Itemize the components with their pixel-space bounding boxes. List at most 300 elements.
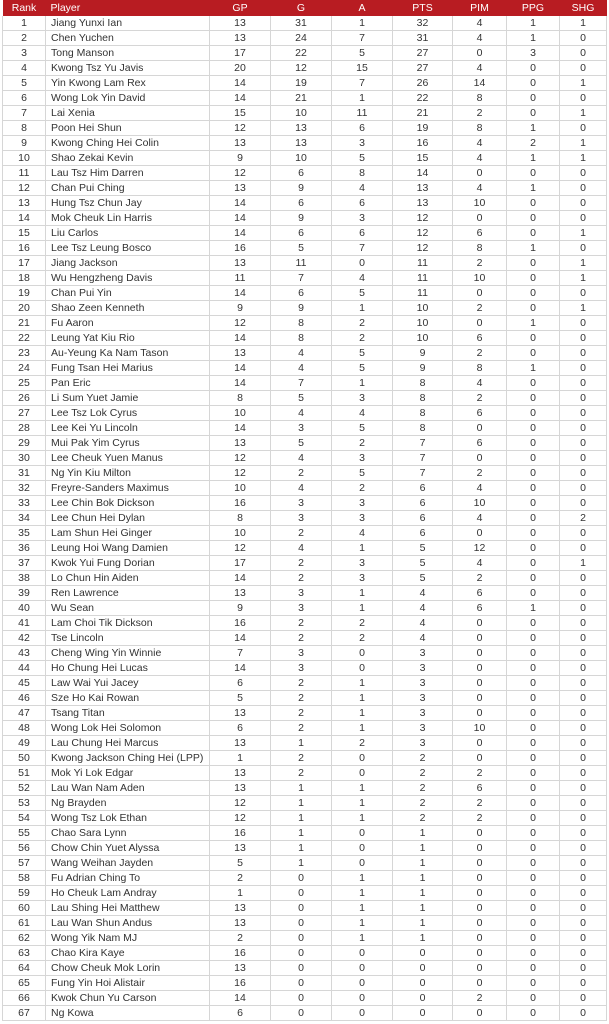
gp-cell: 16 <box>210 946 271 961</box>
assists-cell: 1 <box>332 16 393 31</box>
table-row <box>3 226 607 241</box>
shg-cell: 0 <box>560 391 607 406</box>
gp-cell: 12 <box>210 121 271 136</box>
player-name-cell[interactable]: Kwong Ching Hei Colin <box>46 136 210 151</box>
player-name-cell[interactable]: Chao Kira Kaye <box>46 946 210 961</box>
pim-cell: 0 <box>453 931 507 946</box>
points-cell: 5 <box>393 571 453 586</box>
table-row <box>3 46 607 61</box>
points-cell: 1 <box>393 871 453 886</box>
player-name-cell[interactable]: Ren Lawrence <box>46 586 210 601</box>
ppg-cell: 0 <box>507 736 560 751</box>
player-name-cell[interactable]: Leung Hoi Wang Damien <box>46 541 210 556</box>
assists-cell: 0 <box>332 766 393 781</box>
player-name-cell[interactable]: Fu Aaron <box>46 316 210 331</box>
goals-cell: 2 <box>271 616 332 631</box>
player-name-cell[interactable]: Lau Wan Nam Aden <box>46 781 210 796</box>
column-header-g[interactable]: G <box>271 0 332 16</box>
assists-cell: 11 <box>332 106 393 121</box>
table-row <box>3 511 607 526</box>
assists-cell: 1 <box>332 91 393 106</box>
ppg-cell: 3 <box>507 46 560 61</box>
ppg-cell: 0 <box>507 541 560 556</box>
points-cell: 22 <box>393 91 453 106</box>
shg-cell: 0 <box>560 931 607 946</box>
player-name-cell[interactable]: Lee Tsz Lok Cyrus <box>46 406 210 421</box>
column-header-a[interactable]: A <box>332 0 393 16</box>
player-name-cell[interactable]: Cheng Wing Yin Winnie <box>46 646 210 661</box>
rank-cell: 4 <box>3 61 46 76</box>
player-name-cell[interactable]: Liu Carlos <box>46 226 210 241</box>
points-cell: 11 <box>393 256 453 271</box>
pim-cell: 4 <box>453 556 507 571</box>
shg-cell: 0 <box>560 1006 607 1021</box>
ppg-cell: 0 <box>507 976 560 991</box>
player-name-cell[interactable]: Lee Cheuk Yuen Manus <box>46 451 210 466</box>
player-name-cell[interactable]: Lee Chin Bok Dickson <box>46 496 210 511</box>
goals-cell: 5 <box>271 391 332 406</box>
goals-cell: 6 <box>271 166 332 181</box>
shg-cell: 1 <box>560 151 607 166</box>
player-name-cell[interactable]: Mok Yi Lok Edgar <box>46 766 210 781</box>
gp-cell: 13 <box>210 916 271 931</box>
table-row <box>3 106 607 121</box>
shg-cell: 0 <box>560 46 607 61</box>
points-cell: 6 <box>393 526 453 541</box>
pim-cell: 4 <box>453 61 507 76</box>
ppg-cell: 0 <box>507 61 560 76</box>
table-row <box>3 796 607 811</box>
gp-cell: 20 <box>210 61 271 76</box>
points-cell: 0 <box>393 946 453 961</box>
table-row <box>3 121 607 136</box>
rank-cell: 65 <box>3 976 46 991</box>
pim-cell: 0 <box>453 631 507 646</box>
player-name-cell[interactable]: Chow Chin Yuet Alyssa <box>46 841 210 856</box>
rank-cell: 10 <box>3 151 46 166</box>
goals-cell: 2 <box>271 751 332 766</box>
points-cell: 10 <box>393 301 453 316</box>
points-cell: 7 <box>393 436 453 451</box>
player-name-cell[interactable]: Fung Yin Hoi Alistair <box>46 976 210 991</box>
player-name-cell[interactable]: Ng Brayden <box>46 796 210 811</box>
points-cell: 13 <box>393 181 453 196</box>
table-row <box>3 361 607 376</box>
points-cell: 0 <box>393 991 453 1006</box>
pim-cell: 6 <box>453 601 507 616</box>
points-cell: 4 <box>393 601 453 616</box>
table-row <box>3 151 607 166</box>
player-name-cell[interactable]: Tse Lincoln <box>46 631 210 646</box>
column-header-gp[interactable]: GP <box>210 0 271 16</box>
player-name-cell[interactable]: Sze Ho Kai Rowan <box>46 691 210 706</box>
assists-cell: 1 <box>332 796 393 811</box>
player-name-cell[interactable]: Lau Chung Hei Marcus <box>46 736 210 751</box>
goals-cell: 31 <box>271 16 332 31</box>
player-name-cell[interactable]: Jiang Yunxi Ian <box>46 16 210 31</box>
shg-cell: 0 <box>560 886 607 901</box>
player-name-cell[interactable]: Lai Xenia <box>46 106 210 121</box>
pim-cell: 4 <box>453 31 507 46</box>
rank-cell: 2 <box>3 31 46 46</box>
table-row <box>3 871 607 886</box>
player-name-cell[interactable]: Yin Kwong Lam Rex <box>46 76 210 91</box>
assists-cell: 1 <box>332 931 393 946</box>
player-name-cell[interactable]: Pan Eric <box>46 376 210 391</box>
shg-cell: 0 <box>560 826 607 841</box>
table-row <box>3 301 607 316</box>
ppg-cell: 1 <box>507 361 560 376</box>
assists-cell: 1 <box>332 376 393 391</box>
player-name-cell[interactable]: Lau Shing Hei Matthew <box>46 901 210 916</box>
gp-cell: 13 <box>210 181 271 196</box>
gp-cell: 13 <box>210 736 271 751</box>
rank-cell: 26 <box>3 391 46 406</box>
assists-cell: 1 <box>332 916 393 931</box>
points-cell: 9 <box>393 346 453 361</box>
assists-cell: 0 <box>332 661 393 676</box>
gp-cell: 13 <box>210 841 271 856</box>
gp-cell: 14 <box>210 76 271 91</box>
gp-cell: 13 <box>210 586 271 601</box>
ppg-cell: 0 <box>507 781 560 796</box>
goals-cell: 13 <box>271 136 332 151</box>
shg-cell: 0 <box>560 331 607 346</box>
player-name-cell[interactable]: Poon Hei Shun <box>46 121 210 136</box>
rank-cell: 38 <box>3 571 46 586</box>
rank-cell: 3 <box>3 46 46 61</box>
goals-cell: 4 <box>271 406 332 421</box>
assists-cell: 1 <box>332 871 393 886</box>
table-row <box>3 436 607 451</box>
ppg-cell: 0 <box>507 616 560 631</box>
pim-cell: 10 <box>453 196 507 211</box>
gp-cell: 14 <box>210 631 271 646</box>
player-name-cell[interactable]: Tsang Titan <box>46 706 210 721</box>
shg-cell: 0 <box>560 346 607 361</box>
player-name-cell[interactable]: Lee Chun Hei Dylan <box>46 511 210 526</box>
player-name-cell[interactable]: Kwong Tsz Yu Javis <box>46 61 210 76</box>
goals-cell: 0 <box>271 946 332 961</box>
assists-cell: 3 <box>332 391 393 406</box>
pim-cell: 0 <box>453 841 507 856</box>
player-name-cell[interactable]: Wang Weihan Jayden <box>46 856 210 871</box>
ppg-cell: 0 <box>507 571 560 586</box>
gp-cell: 14 <box>210 991 271 1006</box>
goals-cell: 12 <box>271 61 332 76</box>
player-name-cell[interactable]: Fung Tsan Hei Marius <box>46 361 210 376</box>
assists-cell: 0 <box>332 1006 393 1021</box>
assists-cell: 1 <box>332 691 393 706</box>
player-name-cell[interactable]: Tong Manson <box>46 46 210 61</box>
assists-cell: 0 <box>332 841 393 856</box>
assists-cell: 2 <box>332 481 393 496</box>
player-name-cell[interactable]: Lau Wan Shun Andus <box>46 916 210 931</box>
player-name-cell[interactable]: Kwok Yui Fung Dorian <box>46 556 210 571</box>
pim-cell: 0 <box>453 751 507 766</box>
goals-cell: 1 <box>271 781 332 796</box>
player-name-cell[interactable]: Wong Yik Nam MJ <box>46 931 210 946</box>
column-header-pim[interactable]: PIM <box>453 0 507 16</box>
assists-cell: 15 <box>332 61 393 76</box>
rank-cell: 51 <box>3 766 46 781</box>
assists-cell: 1 <box>332 886 393 901</box>
rank-cell: 14 <box>3 211 46 226</box>
shg-cell: 0 <box>560 406 607 421</box>
column-header-ppg[interactable]: PPG <box>507 0 560 16</box>
shg-cell: 0 <box>560 916 607 931</box>
points-cell: 27 <box>393 46 453 61</box>
ppg-cell: 1 <box>507 16 560 31</box>
player-name-cell[interactable]: Chan Pui Ching <box>46 181 210 196</box>
player-name-cell[interactable]: Lo Chun Hin Aiden <box>46 571 210 586</box>
goals-cell: 0 <box>271 976 332 991</box>
player-name-cell[interactable]: Chao Sara Lynn <box>46 826 210 841</box>
goals-cell: 2 <box>271 466 332 481</box>
points-cell: 1 <box>393 886 453 901</box>
shg-cell: 0 <box>560 736 607 751</box>
gp-cell: 13 <box>210 346 271 361</box>
column-header-pts[interactable]: PTS <box>393 0 453 16</box>
player-name-cell[interactable]: Ng Kowa <box>46 1006 210 1021</box>
player-name-cell[interactable]: Wong Lok Yin David <box>46 91 210 106</box>
points-cell: 32 <box>393 16 453 31</box>
pim-cell: 2 <box>453 811 507 826</box>
gp-cell: 14 <box>210 211 271 226</box>
gp-cell: 10 <box>210 526 271 541</box>
player-name-cell[interactable]: Ho Chung Hei Lucas <box>46 661 210 676</box>
assists-cell: 6 <box>332 196 393 211</box>
player-name-cell[interactable]: Chan Pui Yin <box>46 286 210 301</box>
goals-cell: 5 <box>271 241 332 256</box>
shg-cell: 0 <box>560 541 607 556</box>
pim-cell: 0 <box>453 871 507 886</box>
assists-cell: 1 <box>332 541 393 556</box>
points-cell: 3 <box>393 691 453 706</box>
ppg-cell: 0 <box>507 76 560 91</box>
goals-cell: 1 <box>271 826 332 841</box>
table-row <box>3 841 607 856</box>
ppg-cell: 0 <box>507 631 560 646</box>
player-name-cell[interactable]: Mok Cheuk Lin Harris <box>46 211 210 226</box>
player-name-cell[interactable]: Ho Cheuk Lam Andray <box>46 886 210 901</box>
rank-cell: 36 <box>3 541 46 556</box>
ppg-cell: 0 <box>507 841 560 856</box>
gp-cell: 14 <box>210 91 271 106</box>
rank-cell: 67 <box>3 1006 46 1021</box>
points-cell: 4 <box>393 586 453 601</box>
table-row <box>3 901 607 916</box>
points-cell: 5 <box>393 541 453 556</box>
rank-cell: 7 <box>3 106 46 121</box>
goals-cell: 3 <box>271 496 332 511</box>
pim-cell: 0 <box>453 901 507 916</box>
pim-cell: 2 <box>453 766 507 781</box>
table-row <box>3 691 607 706</box>
player-name-cell[interactable]: Wong Tsz Lok Ethan <box>46 811 210 826</box>
table-row <box>3 541 607 556</box>
pim-cell: 0 <box>453 946 507 961</box>
gp-cell: 14 <box>210 661 271 676</box>
rank-cell: 18 <box>3 271 46 286</box>
table-row <box>3 241 607 256</box>
shg-cell: 0 <box>560 166 607 181</box>
points-cell: 14 <box>393 166 453 181</box>
gp-cell: 16 <box>210 616 271 631</box>
assists-cell: 0 <box>332 991 393 1006</box>
gp-cell: 13 <box>210 901 271 916</box>
player-name-cell[interactable]: Wu Hengzheng Davis <box>46 271 210 286</box>
ppg-cell: 0 <box>507 496 560 511</box>
player-name-cell[interactable]: Jiang Jackson <box>46 256 210 271</box>
gp-cell: 14 <box>210 571 271 586</box>
player-name-cell[interactable]: Mui Pak Yim Cyrus <box>46 436 210 451</box>
player-name-cell[interactable]: Law Wai Yui Jacey <box>46 676 210 691</box>
ppg-cell: 0 <box>507 256 560 271</box>
pim-cell: 2 <box>453 466 507 481</box>
ppg-cell: 0 <box>507 826 560 841</box>
points-cell: 21 <box>393 106 453 121</box>
shg-cell: 0 <box>560 361 607 376</box>
table-row <box>3 556 607 571</box>
player-name-cell[interactable]: Li Sum Yuet Jamie <box>46 391 210 406</box>
table-row <box>3 646 607 661</box>
goals-cell: 3 <box>271 511 332 526</box>
gp-cell: 13 <box>210 31 271 46</box>
gp-cell: 1 <box>210 886 271 901</box>
assists-cell: 3 <box>332 571 393 586</box>
player-name-cell[interactable]: Ng Yin Kiu Milton <box>46 466 210 481</box>
rank-cell: 11 <box>3 166 46 181</box>
pim-cell: 0 <box>453 316 507 331</box>
player-name-cell[interactable]: Lam Shun Hei Ginger <box>46 526 210 541</box>
gp-cell: 8 <box>210 391 271 406</box>
points-cell: 3 <box>393 646 453 661</box>
rank-cell: 66 <box>3 991 46 1006</box>
player-name-cell[interactable]: Lam Choi Tik Dickson <box>46 616 210 631</box>
goals-cell: 11 <box>271 256 332 271</box>
player-name-cell[interactable]: Lee Kei Yu Lincoln <box>46 421 210 436</box>
points-cell: 0 <box>393 1006 453 1021</box>
player-name-cell[interactable]: Freyre-Sanders Maximus <box>46 481 210 496</box>
player-name-cell[interactable]: Hung Tsz Chun Jay <box>46 196 210 211</box>
goals-cell: 4 <box>271 451 332 466</box>
column-header-player[interactable]: Player <box>46 0 210 16</box>
column-header-rank[interactable]: Rank <box>3 0 46 16</box>
pim-cell: 2 <box>453 571 507 586</box>
gp-cell: 6 <box>210 721 271 736</box>
gp-cell: 13 <box>210 16 271 31</box>
pim-cell: 0 <box>453 736 507 751</box>
ppg-cell: 0 <box>507 436 560 451</box>
ppg-cell: 0 <box>507 751 560 766</box>
player-name-cell[interactable]: Lee Tsz Leung Bosco <box>46 241 210 256</box>
points-cell: 19 <box>393 121 453 136</box>
ppg-cell: 0 <box>507 661 560 676</box>
table-row <box>3 451 607 466</box>
table-row <box>3 496 607 511</box>
ppg-cell: 0 <box>507 766 560 781</box>
gp-cell: 9 <box>210 601 271 616</box>
ppg-cell: 0 <box>507 346 560 361</box>
goals-cell: 4 <box>271 481 332 496</box>
player-name-cell[interactable]: Kwong Jackson Ching Hei (LPP) <box>46 751 210 766</box>
player-name-cell[interactable]: Lau Tsz Him Darren <box>46 166 210 181</box>
rank-cell: 39 <box>3 586 46 601</box>
column-header-shg[interactable]: SHG <box>560 0 607 16</box>
shg-cell: 0 <box>560 691 607 706</box>
ppg-cell: 1 <box>507 601 560 616</box>
shg-cell: 0 <box>560 496 607 511</box>
goals-cell: 1 <box>271 811 332 826</box>
shg-cell: 0 <box>560 196 607 211</box>
rank-cell: 47 <box>3 706 46 721</box>
rank-cell: 21 <box>3 316 46 331</box>
goals-cell: 4 <box>271 346 332 361</box>
shg-cell: 0 <box>560 466 607 481</box>
rank-cell: 27 <box>3 406 46 421</box>
gp-cell: 11 <box>210 271 271 286</box>
player-name-cell[interactable]: Chen Yuchen <box>46 31 210 46</box>
rank-cell: 25 <box>3 376 46 391</box>
rank-cell: 54 <box>3 811 46 826</box>
player-name-cell[interactable]: Leung Yat Kiu Rio <box>46 331 210 346</box>
rank-cell: 6 <box>3 91 46 106</box>
player-name-cell[interactable]: Chow Cheuk Mok Lorin <box>46 961 210 976</box>
goals-cell: 2 <box>271 631 332 646</box>
pim-cell: 0 <box>453 676 507 691</box>
goals-cell: 0 <box>271 961 332 976</box>
player-name-cell[interactable]: Wong Lok Hei Solomon <box>46 721 210 736</box>
player-name-cell[interactable]: Wu Sean <box>46 601 210 616</box>
pim-cell: 0 <box>453 421 507 436</box>
gp-cell: 17 <box>210 556 271 571</box>
ppg-cell: 0 <box>507 646 560 661</box>
goals-cell: 9 <box>271 301 332 316</box>
table-row <box>3 256 607 271</box>
player-name-cell[interactable]: Shao Zekai Kevin <box>46 151 210 166</box>
player-name-cell[interactable]: Shao Zeen Kenneth <box>46 301 210 316</box>
assists-cell: 1 <box>332 781 393 796</box>
shg-cell: 0 <box>560 571 607 586</box>
player-name-cell[interactable]: Kwok Chun Yu Carson <box>46 991 210 1006</box>
pim-cell: 4 <box>453 511 507 526</box>
points-cell: 4 <box>393 616 453 631</box>
player-name-cell[interactable]: Au-Yeung Ka Nam Tason <box>46 346 210 361</box>
shg-cell: 0 <box>560 811 607 826</box>
assists-cell: 3 <box>332 496 393 511</box>
shg-cell: 1 <box>560 256 607 271</box>
rank-cell: 62 <box>3 931 46 946</box>
shg-cell: 0 <box>560 616 607 631</box>
goals-cell: 10 <box>271 151 332 166</box>
ppg-cell: 2 <box>507 136 560 151</box>
pim-cell: 4 <box>453 151 507 166</box>
table-row <box>3 91 607 106</box>
table-row <box>3 916 607 931</box>
pim-cell: 0 <box>453 211 507 226</box>
goals-cell: 3 <box>271 586 332 601</box>
goals-cell: 2 <box>271 706 332 721</box>
goals-cell: 13 <box>271 121 332 136</box>
ppg-cell: 0 <box>507 481 560 496</box>
assists-cell: 7 <box>332 76 393 91</box>
rank-cell: 64 <box>3 961 46 976</box>
points-cell: 3 <box>393 706 453 721</box>
pim-cell: 4 <box>453 16 507 31</box>
shg-cell: 0 <box>560 211 607 226</box>
player-name-cell[interactable]: Fu Adrian Ching To <box>46 871 210 886</box>
